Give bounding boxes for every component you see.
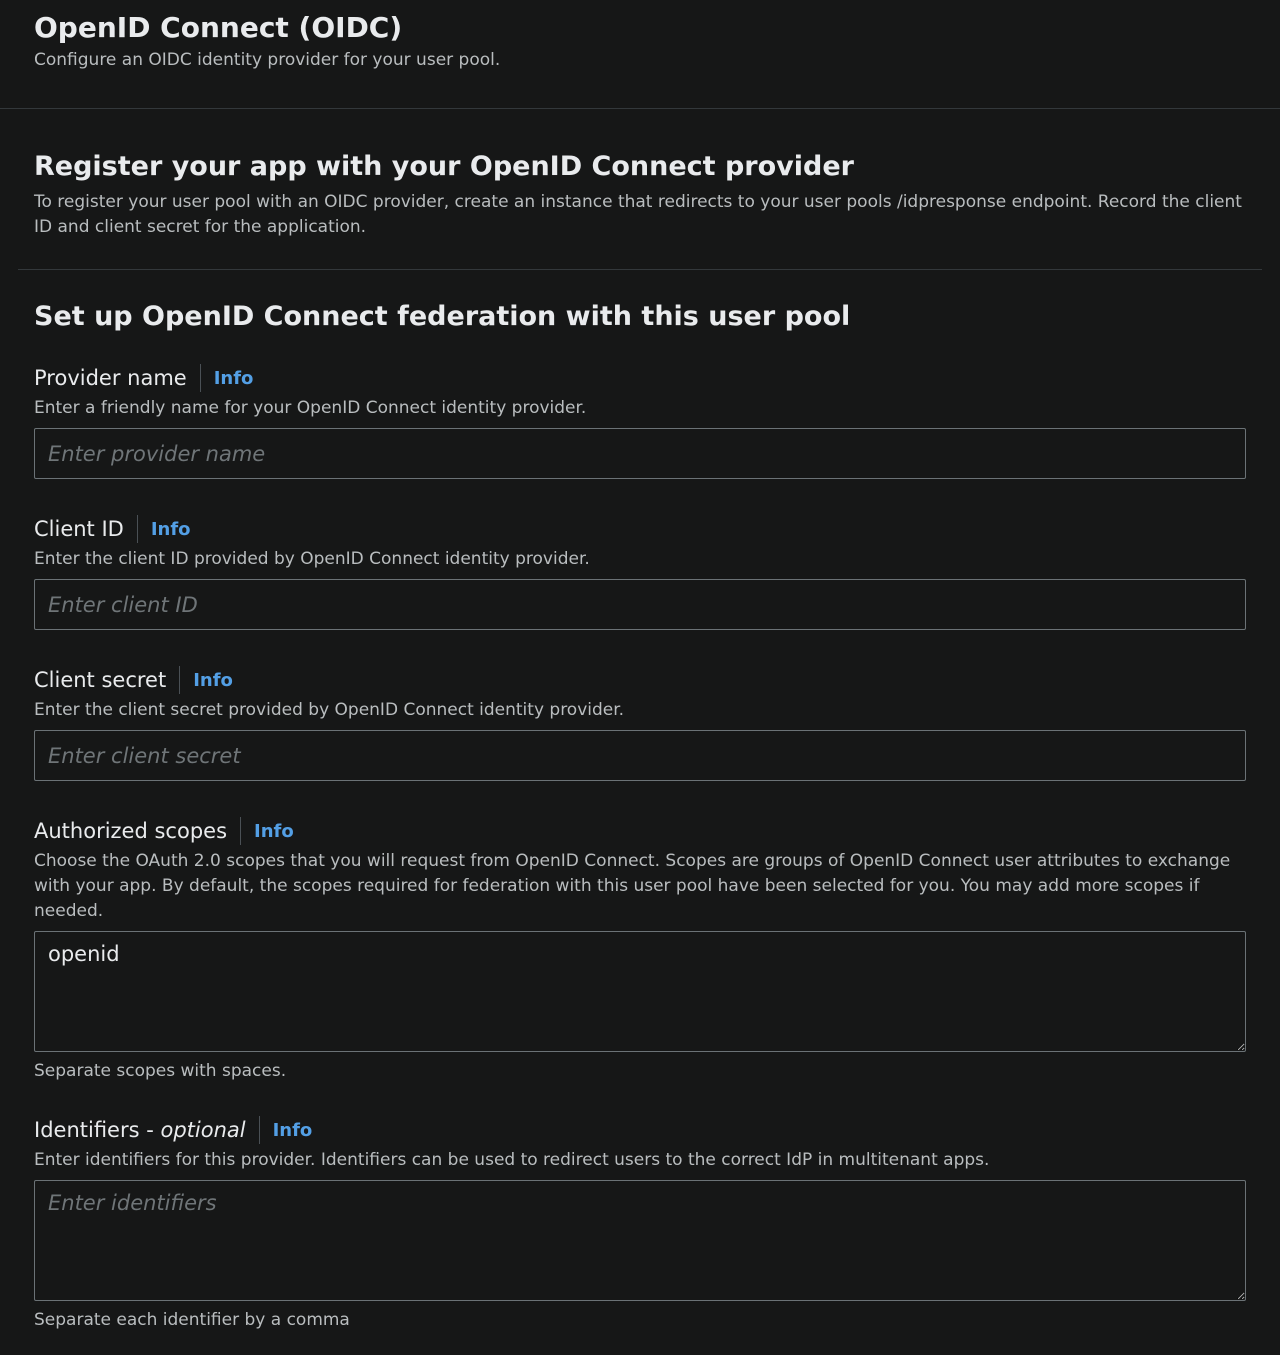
client-id-label-row <box>34 513 1246 545</box>
identifiers-info-link[interactable]: Info <box>272 1119 313 1141</box>
authorized-scopes-hint: Choose the OAuth 2.0 scopes that you will request from OpenID Connect. Scopes are groups of OpenID Connect user attributes to exchange with your app. By default, the scopes required for federation with this user pool have been selected for you. You may add more scopes if needed. <box>34 851 1231 921</box>
label-separator <box>137 515 138 543</box>
client-secret-hint: Enter the client secret provided by OpenID Connect identity provider. <box>34 700 625 720</box>
label-separator <box>179 666 180 694</box>
client-id-info-link[interactable]: Info <box>150 518 191 540</box>
page-header <box>0 0 1280 96</box>
page-title: OpenID Connect (OIDC) <box>34 11 403 44</box>
label-separator <box>200 364 201 392</box>
identifiers-label-text: Identifiers - <box>34 1118 161 1142</box>
provider-name-label-row <box>34 362 1246 394</box>
register-section-description: To register your user pool with an OIDC provider, create an instance that redirects to your user pools /idpresponse endpoint. Record the client ID and client secret for the application. <box>34 192 1242 237</box>
provider-name-field <box>34 362 1246 479</box>
page-description: Configure an OIDC identity provider for your user pool. <box>34 50 501 70</box>
federation-section-title: Set up OpenID Connect federation with this user pool <box>34 301 851 332</box>
identifiers-optional-label: optional <box>160 1118 246 1142</box>
client-id-field <box>34 513 1246 630</box>
client-id-label: Client ID <box>34 517 124 541</box>
provider-name-info-link[interactable]: Info <box>213 367 254 389</box>
label-separator <box>240 817 241 845</box>
register-app-section <box>0 109 1280 269</box>
client-id-hint: Enter the client ID provided by OpenID Connect identity provider. <box>34 549 590 569</box>
authorized-scopes-label-row <box>34 815 1246 847</box>
client-secret-info-link[interactable]: Info <box>193 669 233 691</box>
client-id-input[interactable] <box>34 579 1246 630</box>
client-secret-label-row <box>34 664 1246 696</box>
identifiers-textarea[interactable] <box>34 1180 1246 1301</box>
authorized-scopes-field <box>34 815 1246 1084</box>
provider-name-hint: Enter a friendly name for your OpenID Connect identity provider. <box>34 398 587 418</box>
identifiers-label <box>34 1116 246 1144</box>
identifiers-hint: Enter identifiers for this provider. Identifiers can be used to redirect users to the correct IdP in multitenant apps. <box>34 1150 990 1170</box>
label-separator <box>259 1116 260 1144</box>
register-section-title: Register your app with your OpenID Connect provider <box>34 151 854 182</box>
client-secret-input[interactable] <box>34 730 1246 781</box>
provider-name-input[interactable] <box>34 428 1246 479</box>
authorized-scopes-label: Authorized scopes <box>34 819 228 843</box>
client-secret-field <box>34 664 1246 781</box>
authorized-scopes-constraint: Separate scopes with spaces. <box>34 1061 287 1081</box>
identifiers-field <box>34 1114 1246 1333</box>
identifiers-label-row <box>34 1114 1246 1146</box>
client-secret-label: Client secret <box>34 668 167 692</box>
authorized-scopes-info-link[interactable]: Info <box>254 820 294 842</box>
provider-name-label: Provider name <box>34 366 187 390</box>
federation-section <box>0 270 1280 1333</box>
authorized-scopes-textarea[interactable] <box>34 931 1246 1052</box>
identifiers-constraint: Separate each identifier by a comma <box>34 1310 350 1330</box>
